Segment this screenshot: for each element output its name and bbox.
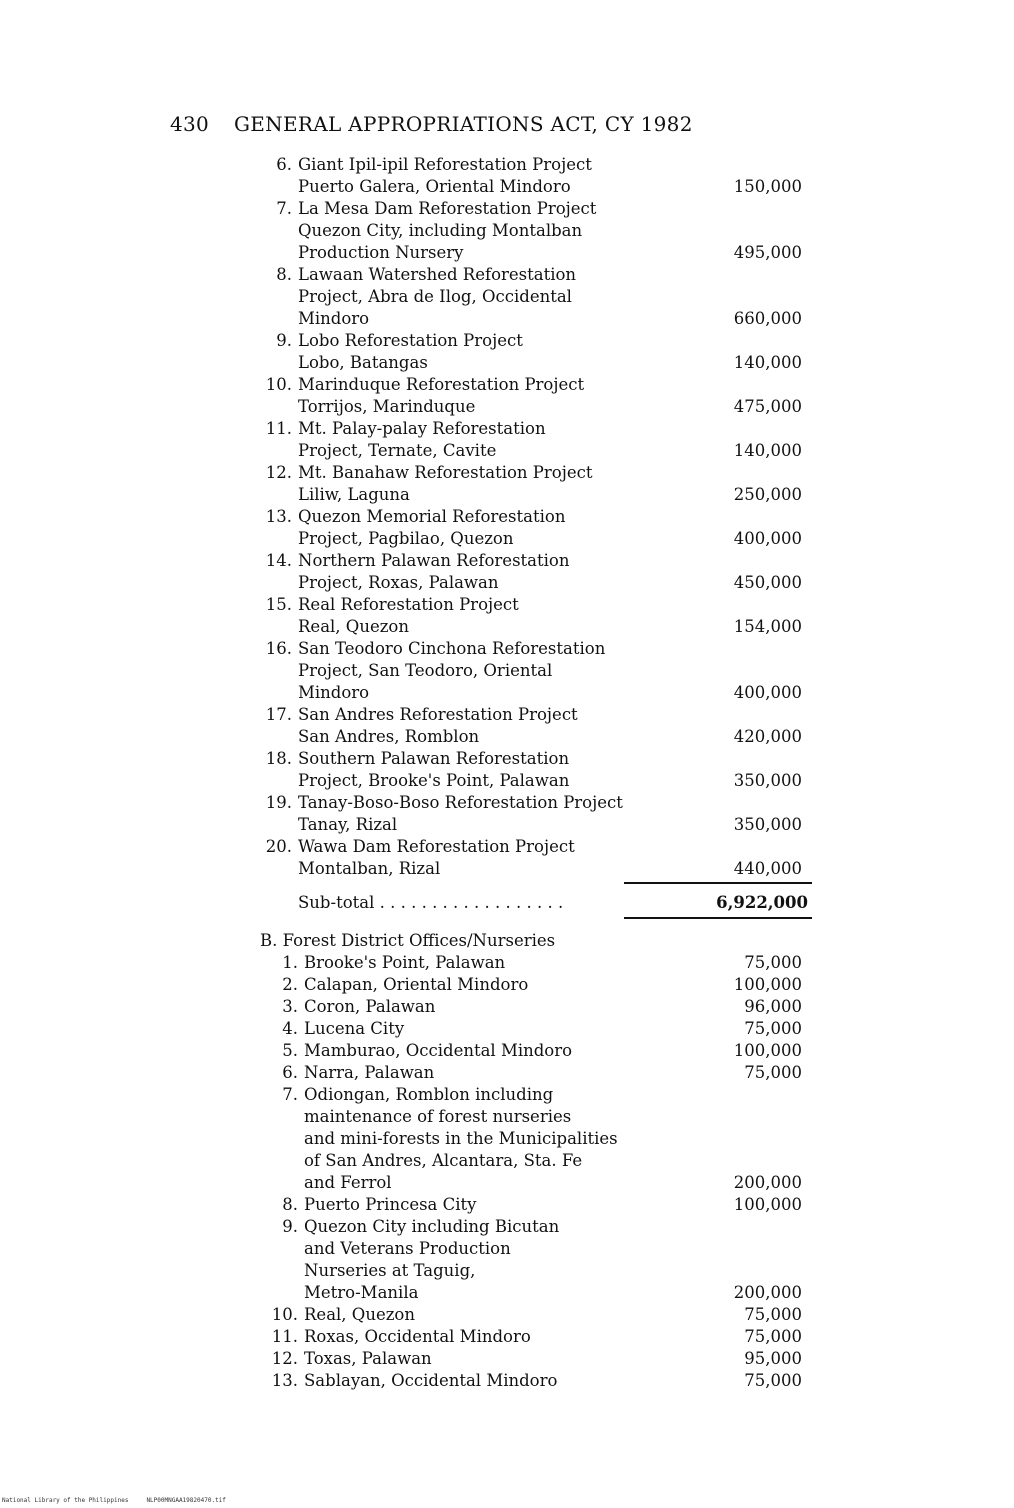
- subtotal-rule: [624, 917, 812, 919]
- list-item: [252, 1084, 812, 1194]
- item-description: [298, 594, 648, 638]
- item-amount: [648, 550, 812, 594]
- description-line: Lobo Reforestation Project: [298, 331, 523, 350]
- item-description: [304, 1040, 664, 1062]
- description-line: Mamburao, Occidental Mindoro: [304, 1041, 573, 1060]
- item-amount: [664, 1348, 812, 1370]
- description-line: Metro-Manila: [304, 1283, 419, 1302]
- description-line: Project, Abra de Ilog, Occidental: [298, 287, 572, 306]
- item-amount: [648, 418, 812, 462]
- list-item: [252, 1326, 812, 1348]
- amount-value: 450,000: [733, 573, 802, 592]
- amount-value: 475,000: [733, 397, 802, 416]
- description-line: Lobo, Batangas: [298, 353, 428, 372]
- item-description: [298, 506, 648, 550]
- item-number: 8.: [282, 1195, 298, 1214]
- list-item: [252, 264, 812, 330]
- item-number: 11.: [271, 1327, 298, 1346]
- item-description: [304, 1062, 664, 1084]
- description-line: and Veterans Production: [304, 1239, 511, 1258]
- description-line: Quezon Memorial Reforestation: [298, 507, 566, 526]
- list-item: [252, 836, 812, 880]
- description-line: Coron, Palawan: [304, 997, 436, 1016]
- item-amount: [664, 1216, 812, 1304]
- item-amount: [664, 1304, 812, 1326]
- list-item: [252, 330, 812, 374]
- list-item: [252, 1348, 812, 1370]
- description-line: Nurseries at Taguig,: [304, 1261, 476, 1280]
- section-a-list: [252, 154, 812, 919]
- item-number: 14.: [265, 551, 292, 570]
- amount-value: 150,000: [733, 177, 802, 196]
- item-description: [304, 974, 664, 996]
- item-description: [304, 1370, 664, 1392]
- section-b-list: [252, 930, 812, 1392]
- description-line: San Andres, Romblon: [298, 727, 480, 746]
- description-line: Real Reforestation Project: [298, 595, 519, 614]
- description-line: Brooke's Point, Palawan: [304, 953, 506, 972]
- description-line: Tanay-Boso-Boso Reforestation Project: [298, 793, 623, 812]
- item-number: 4.: [282, 1019, 298, 1038]
- list-item: [252, 974, 812, 996]
- item-amount: [648, 638, 812, 704]
- item-amount: [664, 996, 812, 1018]
- item-number: 19.: [265, 793, 292, 812]
- subtotal-row: [252, 892, 812, 914]
- item-description: [304, 1194, 664, 1216]
- amount-value: 250,000: [733, 485, 802, 504]
- amount-value: 75,000: [744, 1019, 802, 1038]
- description-line: Real, Quezon: [298, 617, 409, 636]
- list-item: [252, 594, 812, 638]
- list-item: [252, 1040, 812, 1062]
- item-amount: [664, 974, 812, 996]
- description-line: Lawaan Watershed Reforestation: [298, 265, 577, 284]
- description-line: Lucena City: [304, 1019, 405, 1038]
- item-description: [304, 1018, 664, 1040]
- file-name: NLP00MNGAA19820470.tif: [146, 1497, 226, 1504]
- description-line: Marinduque Reforestation Project: [298, 375, 585, 394]
- amount-value: 140,000: [733, 353, 802, 372]
- item-amount: [648, 374, 812, 418]
- description-line: Calapan, Oriental Mindoro: [304, 975, 529, 994]
- list-item: [252, 1216, 812, 1304]
- amount-value: 440,000: [733, 859, 802, 878]
- amount-value: 100,000: [733, 975, 802, 994]
- description-line: Mt. Banahaw Reforestation Project: [298, 463, 593, 482]
- item-number: 1.: [282, 953, 298, 972]
- item-description: [298, 330, 648, 374]
- description-line: La Mesa Dam Reforestation Project: [298, 199, 597, 218]
- description-line: Mt. Palay-palay Reforestation: [298, 419, 546, 438]
- description-line: Montalban, Rizal: [298, 859, 441, 878]
- item-amount: [648, 330, 812, 374]
- item-amount: [664, 1062, 812, 1084]
- item-number: 15.: [265, 595, 292, 614]
- item-amount: [664, 952, 812, 974]
- item-amount: [664, 1326, 812, 1348]
- scan-footer: [2, 1497, 244, 1504]
- description-line: San Andres Reforestation Project: [298, 705, 578, 724]
- item-description: [304, 952, 664, 974]
- item-number: 18.: [265, 749, 292, 768]
- description-line: Project, Ternate, Cavite: [298, 441, 497, 460]
- amount-value: 400,000: [733, 529, 802, 548]
- list-item: [252, 374, 812, 418]
- item-number: 9.: [276, 331, 292, 350]
- list-item: [252, 1194, 812, 1216]
- amount-value: 200,000: [733, 1283, 802, 1302]
- item-amount: [664, 1084, 812, 1194]
- item-description: [304, 1304, 664, 1326]
- description-line: Giant Ipil-ipil Reforestation Project: [298, 155, 592, 174]
- item-amount: [664, 1370, 812, 1392]
- item-amount: [648, 154, 812, 198]
- item-number: 8.: [276, 265, 292, 284]
- page-header: [170, 112, 693, 136]
- description-line: Production Nursery: [298, 243, 464, 262]
- item-amount: [664, 1018, 812, 1040]
- description-line: Mindoro: [298, 309, 370, 328]
- amount-value: 75,000: [744, 953, 802, 972]
- description-line: Northern Palawan Reforestation: [298, 551, 570, 570]
- description-line: Roxas, Occidental Mindoro: [304, 1327, 531, 1346]
- item-description: [298, 374, 648, 418]
- amount-value: 400,000: [733, 683, 802, 702]
- item-number: 9.: [282, 1217, 298, 1236]
- amount-value: 100,000: [733, 1195, 802, 1214]
- item-amount: [648, 264, 812, 330]
- amount-value: 350,000: [733, 815, 802, 834]
- description-line: Mindoro: [298, 683, 370, 702]
- list-item: [252, 550, 812, 594]
- item-description: [298, 748, 648, 792]
- description-line: maintenance of forest nurseries: [304, 1107, 572, 1126]
- item-number: 10.: [265, 375, 292, 394]
- amount-value: 154,000: [733, 617, 802, 636]
- list-item: [252, 996, 812, 1018]
- page-title: GENERAL APPROPRIATIONS ACT, CY 1982: [234, 112, 693, 136]
- item-description: [304, 1348, 664, 1370]
- list-item: [252, 1062, 812, 1084]
- item-amount: [648, 748, 812, 792]
- list-item: [252, 1370, 812, 1392]
- item-amount: [664, 1194, 812, 1216]
- item-number: 17.: [265, 705, 292, 724]
- list-item: [252, 462, 812, 506]
- item-number: 13.: [271, 1371, 298, 1390]
- item-number: 5.: [282, 1041, 298, 1060]
- item-description: [298, 198, 648, 264]
- description-line: Project, San Teodoro, Oriental: [298, 661, 553, 680]
- amount-value: 200,000: [733, 1173, 802, 1192]
- item-description: [304, 1084, 664, 1194]
- description-line: Puerto Princesa City: [304, 1195, 477, 1214]
- item-amount: [648, 792, 812, 836]
- item-description: [298, 418, 648, 462]
- list-item: [252, 1018, 812, 1040]
- library-credit: National Library of the Philippines: [2, 1497, 129, 1504]
- list-item: [252, 792, 812, 836]
- amount-value: 140,000: [733, 441, 802, 460]
- item-number: 6.: [276, 155, 292, 174]
- item-number: 20.: [265, 837, 292, 856]
- amount-value: 495,000: [733, 243, 802, 262]
- item-amount: [648, 704, 812, 748]
- item-description: [298, 704, 648, 748]
- description-line: Real, Quezon: [304, 1305, 415, 1324]
- item-number: 10.: [271, 1305, 298, 1324]
- item-number: 2.: [282, 975, 298, 994]
- item-description: [298, 264, 648, 330]
- item-number: 11.: [265, 419, 292, 438]
- description-line: Tanay, Rizal: [298, 815, 398, 834]
- description-line: Project, Pagbilao, Quezon: [298, 529, 514, 548]
- item-description: [298, 836, 648, 880]
- amount-value: 660,000: [733, 309, 802, 328]
- list-item: [252, 638, 812, 704]
- item-description: [298, 792, 648, 836]
- list-item: [252, 1304, 812, 1326]
- item-number: 12.: [271, 1349, 298, 1368]
- list-item: [252, 704, 812, 748]
- item-amount: [648, 462, 812, 506]
- description-line: Sablayan, Occidental Mindoro: [304, 1371, 558, 1390]
- item-amount: [648, 506, 812, 550]
- description-line: Toxas, Palawan: [304, 1349, 432, 1368]
- item-amount: [648, 198, 812, 264]
- amount-value: 96,000: [744, 997, 802, 1016]
- amount-value: 100,000: [733, 1041, 802, 1060]
- amount-value: 95,000: [744, 1349, 802, 1368]
- item-amount: [648, 836, 812, 880]
- description-line: Project, Roxas, Palawan: [298, 573, 499, 592]
- item-amount: [648, 594, 812, 638]
- item-description: [298, 638, 648, 704]
- description-line: Quezon City, including Montalban: [298, 221, 583, 240]
- list-item: [252, 418, 812, 462]
- description-line: Liliw, Laguna: [298, 485, 410, 504]
- list-item: [252, 506, 812, 550]
- list-item: [252, 198, 812, 264]
- description-line: and mini-forests in the Municipalities: [304, 1129, 618, 1148]
- list-item: [252, 952, 812, 974]
- subtotal-label: Sub-total . . . . . . . . . . . . . . . . . .: [298, 893, 564, 912]
- subtotal-amount: 6,922,000: [716, 893, 808, 912]
- description-line: Puerto Galera, Oriental Mindoro: [298, 177, 571, 196]
- description-line: Torrijos, Marinduque: [298, 397, 476, 416]
- item-amount: [664, 1040, 812, 1062]
- list-item: [252, 748, 812, 792]
- amount-value: 420,000: [733, 727, 802, 746]
- item-description: [298, 462, 648, 506]
- item-description: [298, 154, 648, 198]
- amount-rule: [624, 882, 812, 884]
- amount-value: 75,000: [744, 1327, 802, 1346]
- list-item: [252, 154, 812, 198]
- description-line: San Teodoro Cinchona Reforestation: [298, 639, 606, 658]
- item-number: 13.: [265, 507, 292, 526]
- item-number: 12.: [265, 463, 292, 482]
- description-line: Quezon City including Bicutan: [304, 1217, 560, 1236]
- description-line: Odiongan, Romblon including: [304, 1085, 554, 1104]
- amount-value: 75,000: [744, 1305, 802, 1324]
- description-line: and Ferrol: [304, 1173, 392, 1192]
- item-number: 7.: [282, 1085, 298, 1104]
- item-number: 16.: [265, 639, 292, 658]
- page-number: 430: [170, 112, 210, 136]
- description-line: Project, Brooke's Point, Palawan: [298, 771, 570, 790]
- description-line: Southern Palawan Reforestation: [298, 749, 570, 768]
- amount-value: 75,000: [744, 1063, 802, 1082]
- item-description: [304, 1326, 664, 1348]
- item-number: 3.: [282, 997, 298, 1016]
- amount-value: 75,000: [744, 1371, 802, 1390]
- item-number: 6.: [282, 1063, 298, 1082]
- item-description: [298, 550, 648, 594]
- description-line: of San Andres, Alcantara, Sta. Fe: [304, 1151, 583, 1170]
- item-number: 7.: [276, 199, 292, 218]
- description-line: Wawa Dam Reforestation Project: [298, 837, 575, 856]
- item-description: [304, 1216, 664, 1304]
- item-description: [304, 996, 664, 1018]
- amount-value: 350,000: [733, 771, 802, 790]
- section-heading: B. Forest District Offices/Nurseries: [260, 931, 556, 950]
- description-line: Narra, Palawan: [304, 1063, 435, 1082]
